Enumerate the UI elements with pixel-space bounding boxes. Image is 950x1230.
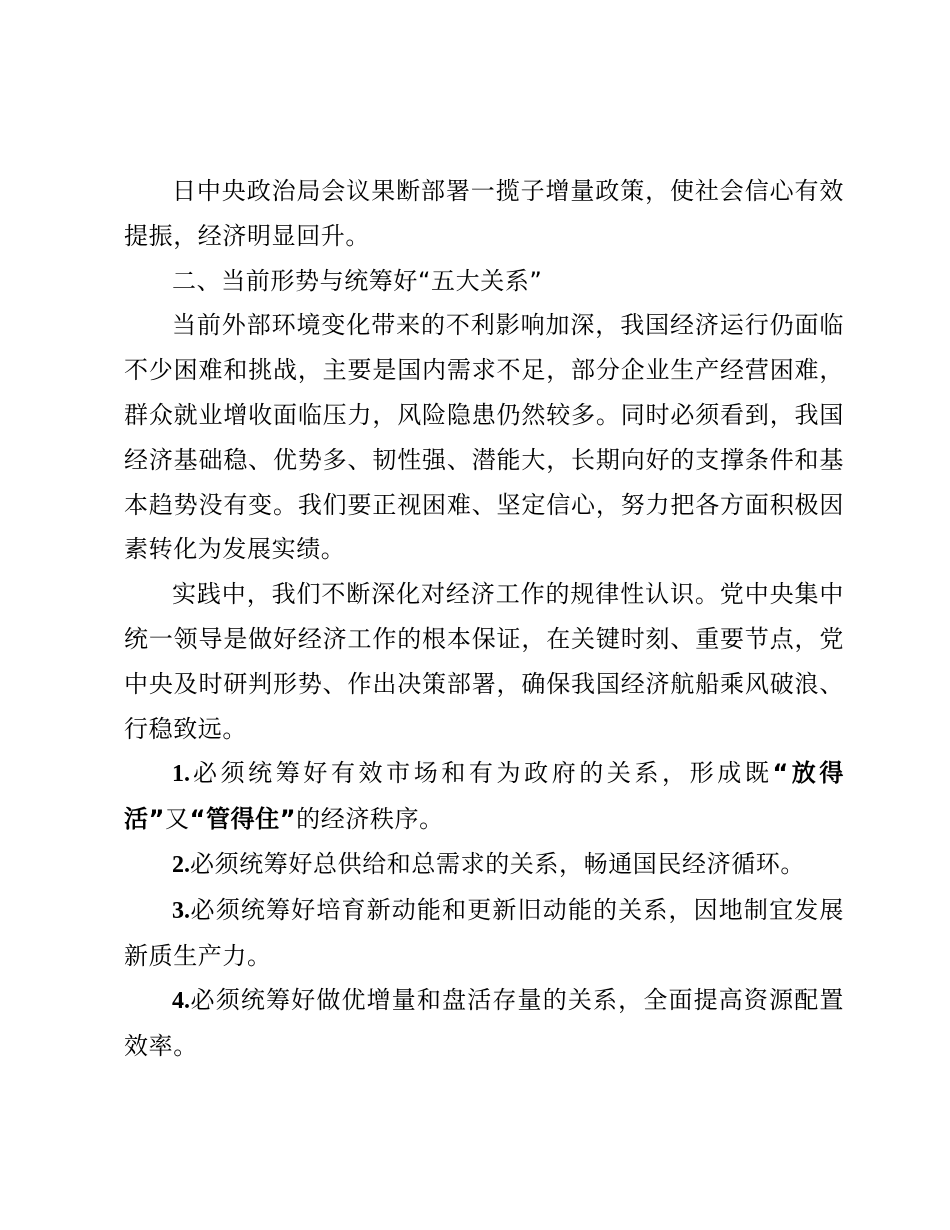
- list-item-number: 1.: [172, 761, 190, 788]
- list-item-text: 的经济秩序。: [296, 805, 444, 834]
- list-item-text: 必须统筹好总供给和总需求的关系，畅通国民经济循环。: [190, 849, 805, 878]
- list-item-number: 4.: [172, 988, 190, 1015]
- list-item-text: 必须统筹好培育新动能和更新旧动能的关系，因地制宜发展新质生产力。: [124, 895, 844, 970]
- quoted-phrase: “放得活”: [124, 759, 844, 834]
- list-item-text: 又: [164, 805, 190, 834]
- list-item-4: [124, 978, 844, 1069]
- list-item-text: 必须统筹好有效市场和有为政府的关系，形成既: [190, 759, 773, 788]
- list-item-number: 2.: [172, 851, 190, 878]
- list-item-number: 3.: [172, 897, 190, 924]
- quoted-phrase: “管得住”: [189, 805, 297, 834]
- list-item-3: [124, 888, 844, 979]
- list-item-1: [124, 751, 844, 842]
- document-body: [124, 169, 844, 1069]
- list-item-text: 必须统筹好做优增量和盘活存量的关系，全面提高资源配置效率。: [124, 986, 844, 1061]
- paragraph-current-situation: 当前外部环境变化带来的不利影响加深，我国经济运行仍面临不少困难和挑战，主要是国内需求不足，部分企业生产经营困难，群众就业增收面临压力，风险隐患仍然较多。同时必须看到，我国经济基础稳、优势多、韧性强、潜能大，长期向好的支撑条件和基本趋势没有变。我们要正视困难、坚定信心，努力把各方面积极因素转化为发展实绩。: [124, 311, 844, 564]
- list-item-2: [124, 842, 844, 888]
- paragraph-practice: 实践中，我们不断深化对经济工作的规律性认识。党中央集中统一领导是做好经济工作的根本保证，在关键时刻、重要节点，党中央及时研判形势、作出决策部署，确保我国经济航船乘风破浪、行稳致远。: [124, 580, 844, 743]
- section-heading: 二、当前形势与统筹好“五大关系”: [172, 266, 543, 295]
- paragraph-continuation: 日中央政治局会议果断部署一揽子增量政策，使社会信心有效提振，经济明显回升。: [124, 177, 844, 250]
